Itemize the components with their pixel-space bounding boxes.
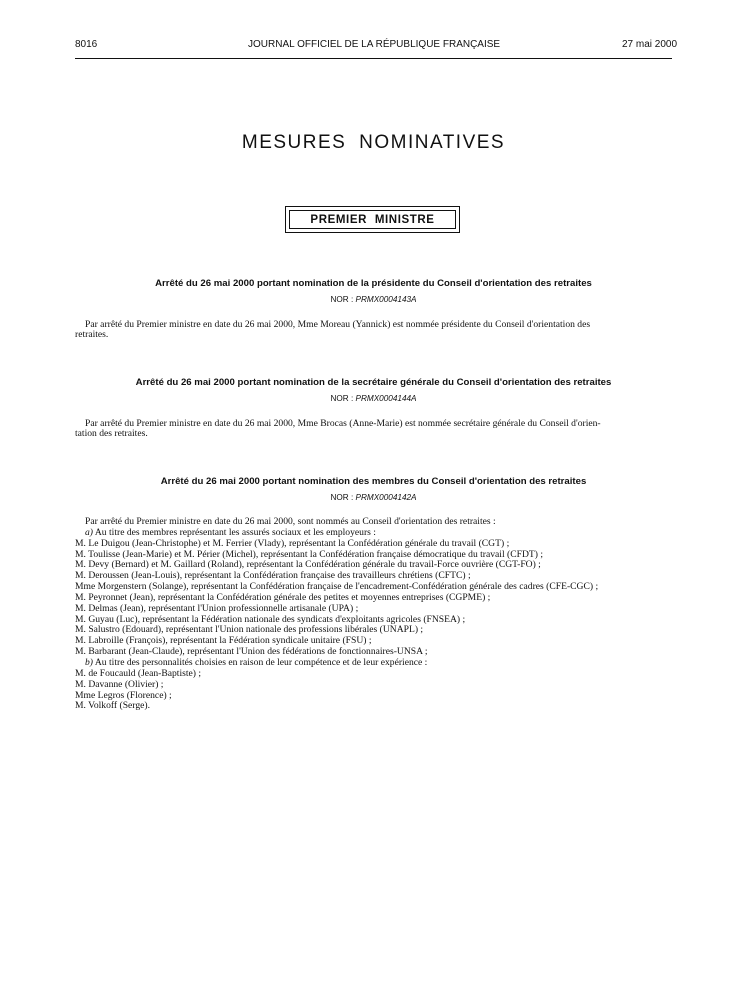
members-list bbox=[75, 516, 685, 712]
list-item: M. Volkoff (Serge). bbox=[75, 700, 150, 712]
ministry-label: PREMIER MINISTRE bbox=[289, 210, 456, 229]
body-line: tation des retraites. bbox=[75, 428, 148, 440]
nor-code: PRMX0004142A bbox=[355, 493, 417, 502]
body-line: Par arrêté du Premier ministre en date du 26 mai 2000, Mme Moreau (Yannick) est nommée présidente du Conseil d'orientation des bbox=[85, 319, 591, 330]
list-item: M. Le Duigou (Jean-Christophe) et M. Ferrier (Vlady), représentant la Confédération générale du travail (CGT) ; bbox=[75, 537, 510, 549]
nor-label: NOR : bbox=[330, 394, 354, 403]
nor-label: NOR : bbox=[330, 493, 354, 502]
list-item: M. Devy (Bernard) et M. Gaillard (Roland), représentant la Confédération générale du travail-Force ouvrière (CGT-FO) ; bbox=[75, 559, 541, 571]
nor-reference bbox=[75, 394, 672, 403]
arrete-title: Arrêté du 26 mai 2000 portant nomination de la présidente du Conseil d'orientation des retraites bbox=[155, 278, 592, 289]
section-letter: a) bbox=[85, 526, 93, 538]
section-letter: b) bbox=[85, 656, 93, 668]
page-number: 8016 bbox=[75, 39, 98, 50]
nor-code: PRMX0004144A bbox=[355, 394, 417, 403]
list-item: M. de Foucauld (Jean-Baptiste) ; bbox=[75, 667, 202, 679]
arrete-title: Arrêté du 26 mai 2000 portant nomination de la secrétaire générale du Conseil d'orientation des retraites bbox=[135, 377, 612, 388]
body-line: retraites. bbox=[75, 329, 109, 341]
list-item: M. Davanne (Olivier) ; bbox=[75, 678, 164, 690]
body-line: Par arrêté du Premier ministre en date du 26 mai 2000, Mme Brocas (Anne-Marie) est nommée secrétaire générale du Conseil d'orien- bbox=[85, 418, 601, 429]
arrete-body bbox=[75, 418, 672, 440]
journal-title: JOURNAL OFFICIEL DE LA RÉPUBLIQUE FRANÇAISE bbox=[248, 39, 501, 50]
list-item: M. Barbarant (Jean-Claude), représentant l'Union des fédérations de fonctionnaires-UNSA ; bbox=[75, 646, 428, 658]
list-item: M. Deroussen (Jean-Louis), représentant la Confédération française des travailleurs chrétiens (CFTC) ; bbox=[75, 570, 471, 582]
list-intro: Par arrêté du Premier ministre en date du 26 mai 2000, sont nommés au Conseil d'orientation des retraites : bbox=[85, 516, 496, 527]
arrete-body bbox=[75, 319, 672, 341]
section-text: Au titre des personnalités choisies en raison de leur compétence et de leur expérience : bbox=[94, 656, 428, 668]
ministry-box bbox=[285, 206, 460, 233]
nor-label: NOR : bbox=[330, 295, 354, 304]
arrete-title: Arrêté du 26 mai 2000 portant nomination des membres du Conseil d'orientation des retraites bbox=[160, 476, 587, 487]
list-item: M. Salustro (Edouard), représentant l'Union nationale des professions libérales (UNAPL) ; bbox=[75, 624, 424, 636]
issue-date: 27 mai 2000 bbox=[622, 39, 678, 50]
section-text: Au titre des membres représentant les assurés sociaux et les employeurs : bbox=[94, 526, 376, 538]
list-item: M. Delmas (Jean), représentant l'Union professionnelle artisanale (UPA) ; bbox=[75, 602, 359, 614]
header-rule bbox=[75, 58, 672, 59]
list-item: M. Labroille (François), représentant la Fédération syndicale unitaire (FSU) ; bbox=[75, 635, 372, 647]
section-title: MESURES NOMINATIVES bbox=[241, 132, 506, 153]
list-item: M. Peyronnet (Jean), représentant la Confédération générale des petites et moyennes entreprises (CGPME) ; bbox=[75, 591, 491, 603]
list-item: Mme Morgenstern (Solange), représentant la Confédération française de l'encadrement-Confédération générale des cadres (CFE-CGC) ; bbox=[75, 581, 599, 593]
nor-reference bbox=[75, 493, 672, 502]
list-item: M. Guyau (Luc), représentant la Fédération nationale des syndicats d'exploitants agricoles (FNSEA) ; bbox=[75, 613, 466, 625]
nor-reference bbox=[75, 295, 672, 304]
nor-code: PRMX0004143A bbox=[355, 295, 417, 304]
list-item: M. Toulisse (Jean-Marie) et M. Périer (Michel), représentant la Confédération française démocratique du travail (CFDT) ; bbox=[75, 548, 544, 560]
list-item: Mme Legros (Florence) ; bbox=[75, 689, 172, 701]
